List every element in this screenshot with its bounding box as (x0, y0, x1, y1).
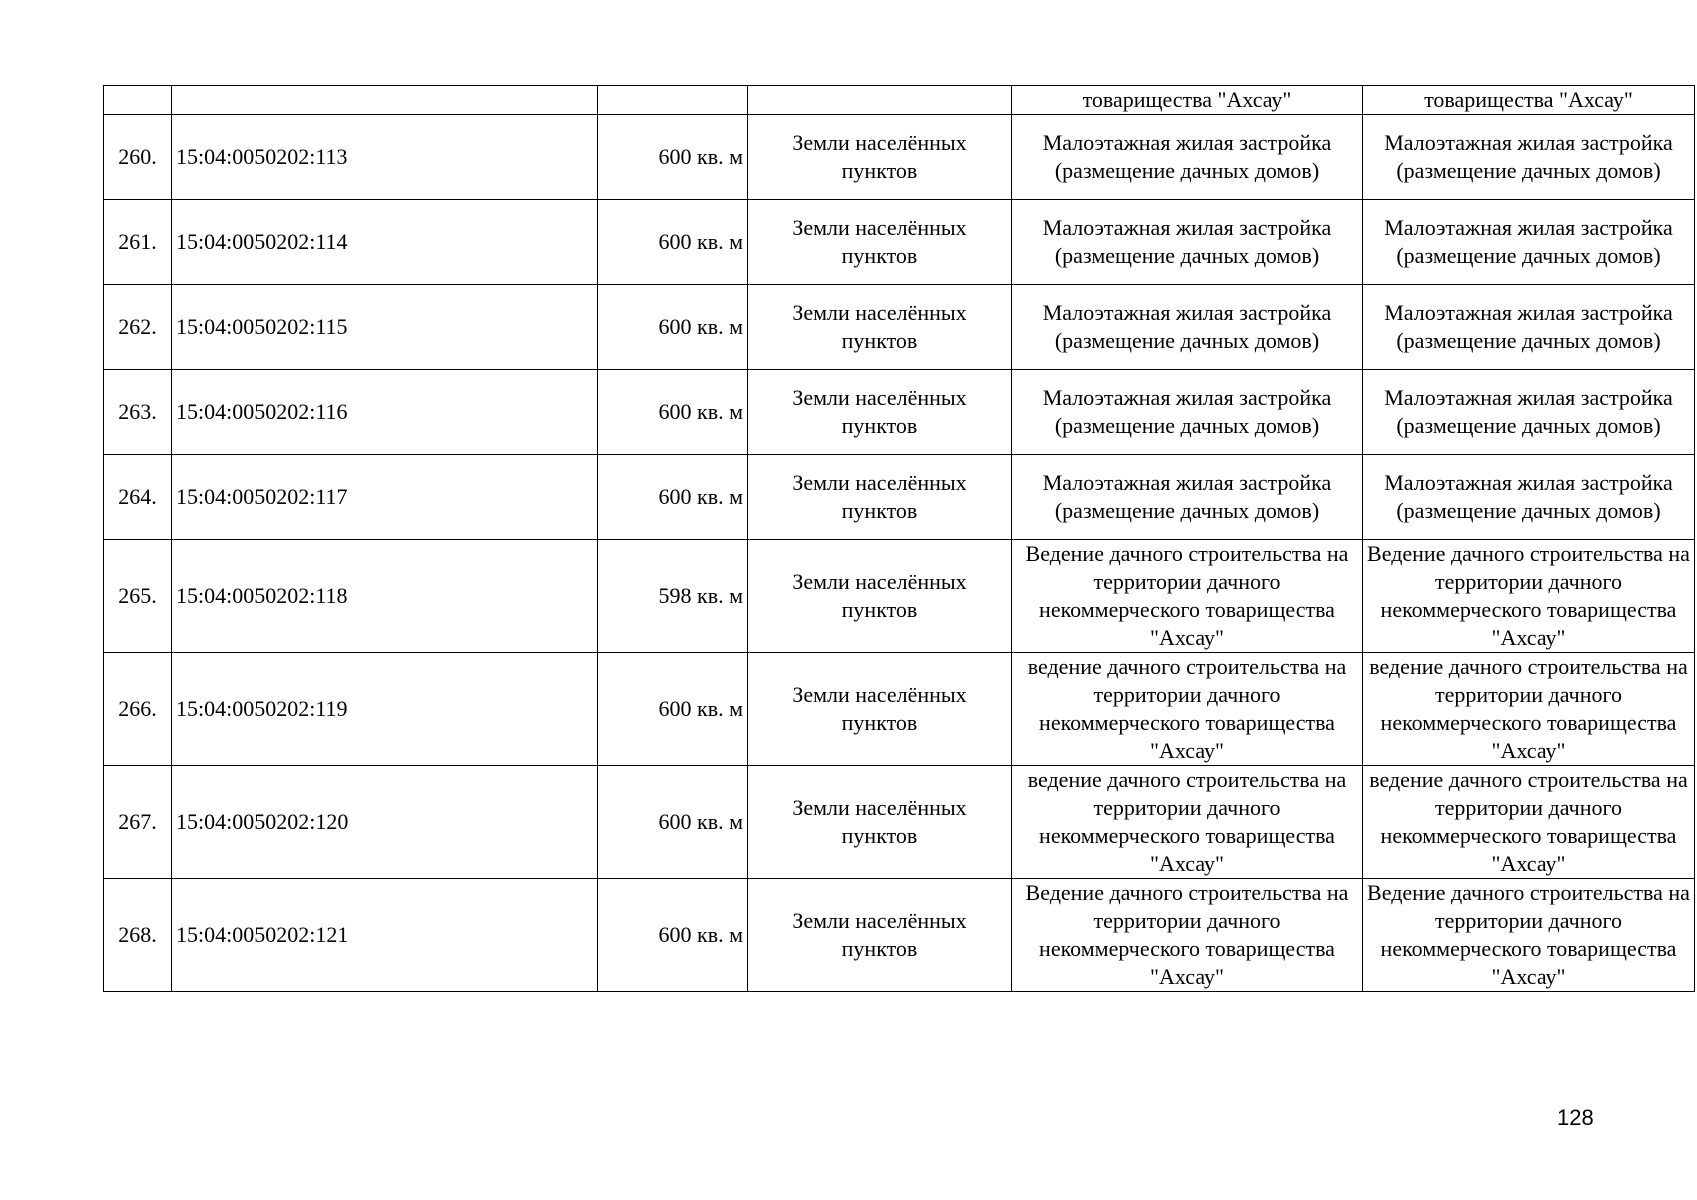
area-cell: 600 кв. м (598, 653, 748, 766)
land-category-cell: Земли населённых пунктов (748, 455, 1012, 540)
table-row-continuation (104, 86, 1695, 115)
actual-use-cell: Малоэтажная жилая застройка (размещение дачных домов) (1363, 455, 1695, 540)
actual-use-cell: товарищества "Ахсау" (1363, 86, 1695, 115)
permitted-use-cell: товарищества "Ахсау" (1012, 86, 1363, 115)
area-cell: 600 кв. м (598, 766, 748, 879)
permitted-use-cell: ведение дачного строительства на территории дачного некоммерческого товарищества "Ахсау" (1012, 653, 1363, 766)
cadastral-number-cell: 15:04:0050202:118 (172, 540, 598, 653)
area-cell: 600 кв. м (598, 200, 748, 285)
land-category-cell: Земли населённых пунктов (748, 540, 1012, 653)
table-row (104, 200, 1695, 285)
table-row (104, 879, 1695, 992)
area-cell: 598 кв. м (598, 540, 748, 653)
actual-use-cell: ведение дачного строительства на территории дачного некоммерческого товарищества "Ахсау" (1363, 653, 1695, 766)
row-number-cell: 265. (104, 540, 172, 653)
actual-use-cell: Малоэтажная жилая застройка (размещение дачных домов) (1363, 285, 1695, 370)
table-row (104, 370, 1695, 455)
cadastral-number-cell: 15:04:0050202:116 (172, 370, 598, 455)
actual-use-cell: Малоэтажная жилая застройка (размещение дачных домов) (1363, 370, 1695, 455)
actual-use-cell: Ведение дачного строительства на территории дачного некоммерческого товарищества "Ахсау" (1363, 540, 1695, 653)
actual-use-cell: Ведение дачного строительства на территории дачного некоммерческого товарищества "Ахсау" (1363, 879, 1695, 992)
cadastral-number-cell: 15:04:0050202:119 (172, 653, 598, 766)
cadastral-number-cell (172, 86, 598, 115)
row-number-cell (104, 86, 172, 115)
page-number: 128 (1557, 1105, 1594, 1130)
land-plots-table (103, 85, 1695, 992)
permitted-use-cell: Малоэтажная жилая застройка (размещение дачных домов) (1012, 455, 1363, 540)
area-cell: 600 кв. м (598, 115, 748, 200)
row-number-cell: 263. (104, 370, 172, 455)
area-cell: 600 кв. м (598, 455, 748, 540)
permitted-use-cell: Малоэтажная жилая застройка (размещение дачных домов) (1012, 285, 1363, 370)
row-number-cell: 264. (104, 455, 172, 540)
land-category-cell: Земли населённых пунктов (748, 766, 1012, 879)
permitted-use-cell: Малоэтажная жилая застройка (размещение дачных домов) (1012, 115, 1363, 200)
land-category-cell: Земли населённых пунктов (748, 200, 1012, 285)
land-category-cell: Земли населённых пунктов (748, 285, 1012, 370)
row-number-cell: 262. (104, 285, 172, 370)
land-category-cell: Земли населённых пунктов (748, 115, 1012, 200)
row-number-cell: 261. (104, 200, 172, 285)
area-cell: 600 кв. м (598, 285, 748, 370)
table-row (104, 115, 1695, 200)
permitted-use-cell: Малоэтажная жилая застройка (размещение дачных домов) (1012, 200, 1363, 285)
cadastral-number-cell: 15:04:0050202:115 (172, 285, 598, 370)
table-row (104, 455, 1695, 540)
row-number-cell: 268. (104, 879, 172, 992)
actual-use-cell: Малоэтажная жилая застройка (размещение дачных домов) (1363, 115, 1695, 200)
area-cell (598, 86, 748, 115)
cadastral-number-cell: 15:04:0050202:121 (172, 879, 598, 992)
row-number-cell: 267. (104, 766, 172, 879)
area-cell: 600 кв. м (598, 879, 748, 992)
cadastral-number-cell: 15:04:0050202:117 (172, 455, 598, 540)
land-category-cell: Земли населённых пунктов (748, 653, 1012, 766)
actual-use-cell: ведение дачного строительства на территории дачного некоммерческого товарищества "Ахсау" (1363, 766, 1695, 879)
table-row (104, 653, 1695, 766)
table-row (104, 540, 1695, 653)
row-number-cell: 260. (104, 115, 172, 200)
row-number-cell: 266. (104, 653, 172, 766)
cadastral-number-cell: 15:04:0050202:114 (172, 200, 598, 285)
land-category-cell (748, 86, 1012, 115)
area-cell: 600 кв. м (598, 370, 748, 455)
cadastral-number-cell: 15:04:0050202:113 (172, 115, 598, 200)
cadastral-number-cell: 15:04:0050202:120 (172, 766, 598, 879)
permitted-use-cell: Ведение дачного строительства на территории дачного некоммерческого товарищества "Ахсау" (1012, 540, 1363, 653)
table-row (104, 766, 1695, 879)
permitted-use-cell: Ведение дачного строительства на территории дачного некоммерческого товарищества "Ахсау" (1012, 879, 1363, 992)
land-category-cell: Земли населённых пунктов (748, 879, 1012, 992)
permitted-use-cell: ведение дачного строительства на территории дачного некоммерческого товарищества "Ахсау" (1012, 766, 1363, 879)
table-row (104, 285, 1695, 370)
permitted-use-cell: Малоэтажная жилая застройка (размещение дачных домов) (1012, 370, 1363, 455)
land-category-cell: Земли населённых пунктов (748, 370, 1012, 455)
actual-use-cell: Малоэтажная жилая застройка (размещение дачных домов) (1363, 200, 1695, 285)
